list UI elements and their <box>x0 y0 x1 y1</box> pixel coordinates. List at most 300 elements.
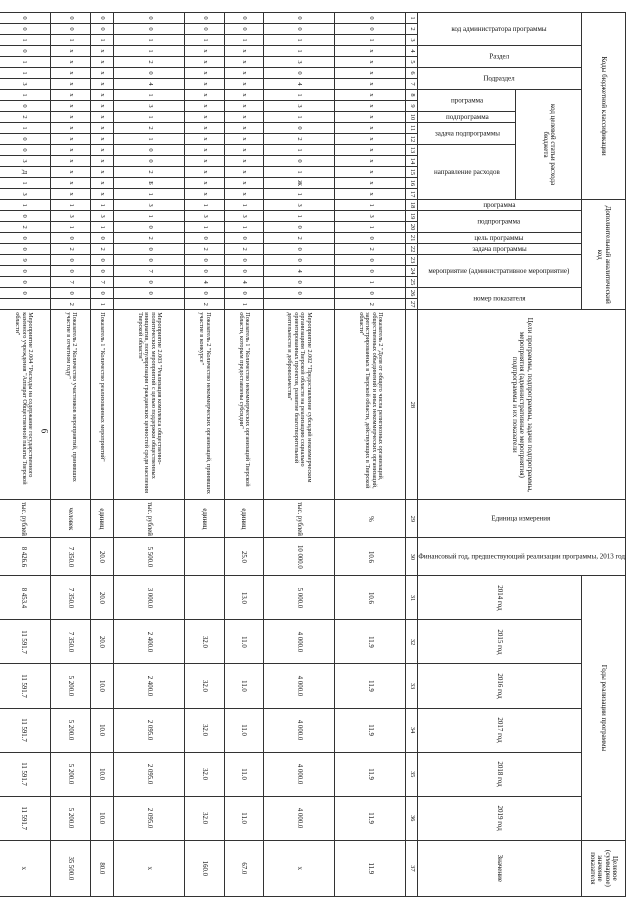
code-cell: 1 <box>185 222 224 233</box>
column-number: 32 <box>406 620 418 664</box>
code-cell: 1 <box>90 299 113 310</box>
code-cell: х <box>335 112 406 123</box>
code-cell: 0 <box>0 134 51 145</box>
program-indicators-table <box>0 12 626 897</box>
column-number: 34 <box>406 708 418 752</box>
year-value-cell: 11 591.7 <box>0 664 51 708</box>
indicator-text: Показатель 1 "Количество реализованных мероприятий" <box>90 310 113 500</box>
code-cell: х <box>224 167 263 178</box>
code-cell: 0 <box>263 222 334 233</box>
code-cell: х <box>224 57 263 68</box>
code-cell: 1 <box>114 189 185 200</box>
code-cell: 7 <box>90 277 113 288</box>
code-cell: х <box>51 134 90 145</box>
code-cell: 1 <box>90 35 113 46</box>
code-cell: х <box>335 156 406 167</box>
column-number: 3 <box>406 35 418 46</box>
column-number: 9 <box>406 101 418 112</box>
code-cell: х <box>51 90 90 101</box>
code-cell: 0 <box>90 13 113 24</box>
code-cell: 0 <box>263 277 334 288</box>
column-number: 12 <box>406 134 418 145</box>
target-value-cell: х <box>0 840 51 896</box>
year-2018: 2018 год <box>418 752 582 796</box>
code-cell: 0 <box>185 233 224 244</box>
code-cell: 1 <box>90 222 113 233</box>
unit-cell: тыс. рублей <box>0 500 51 538</box>
code-cell: 0 <box>0 266 51 277</box>
code-cell: х <box>224 145 263 156</box>
code-cell: 1 <box>335 222 406 233</box>
code-cell: х <box>51 156 90 167</box>
code-cell: х <box>185 79 224 90</box>
column-number: 24 <box>406 266 418 277</box>
year-value-cell: 11 591.7 <box>0 796 51 840</box>
code-cell: х <box>185 178 224 189</box>
target-header: Целевое (суммарное) значение показателя <box>582 840 626 896</box>
code-cell: х <box>90 189 113 200</box>
code-cell: 1 <box>224 299 263 310</box>
year-value-cell: 10.0 <box>90 796 113 840</box>
code-cell: 1 <box>0 178 51 189</box>
year-value-cell: 2 095.0 <box>114 752 185 796</box>
prev-year-cell: 20.0 <box>90 538 113 576</box>
code-cell: 0 <box>185 13 224 24</box>
budget-codes-header: Коды бюджетной классификации <box>582 13 626 200</box>
code-cell: 0 <box>335 288 406 299</box>
column-number: 25 <box>406 277 418 288</box>
code-cell: 1 <box>51 35 90 46</box>
year-value-cell <box>185 576 224 620</box>
year-value-cell: 20.0 <box>90 576 113 620</box>
code-cell: 0 <box>185 24 224 35</box>
column-number: 6 <box>406 68 418 79</box>
year-value-cell: 8 453.4 <box>0 576 51 620</box>
code-cell: 0 <box>114 156 185 167</box>
landscape-table-wrapper <box>14 12 626 897</box>
code-cell: 0 <box>51 24 90 35</box>
code-cell: х <box>185 167 224 178</box>
code-cell: 2 <box>114 167 185 178</box>
code-cell: х <box>90 123 113 134</box>
year-value-cell: 11.0 <box>224 664 263 708</box>
code-cell: х <box>90 134 113 145</box>
column-numbers-row <box>406 13 418 897</box>
code-cell: 0 <box>0 13 51 24</box>
code-cell <box>0 299 51 310</box>
year-2015: 2015 год <box>418 620 582 664</box>
code-cell: х <box>90 101 113 112</box>
code-cell: 1 <box>224 35 263 46</box>
code-cell: 0 <box>185 288 224 299</box>
year-value-cell: 4 000.0 <box>263 796 334 840</box>
prev-year-cell <box>185 538 224 576</box>
code-cell: х <box>335 101 406 112</box>
code-cell: 0 <box>335 255 406 266</box>
code-cell: х <box>224 156 263 167</box>
table-row <box>114 13 185 897</box>
code-cell <box>263 299 334 310</box>
year-value-cell: 11.0 <box>224 708 263 752</box>
year-value-cell: 32.0 <box>185 664 224 708</box>
year-value-cell: 11.9 <box>335 796 406 840</box>
code-cell: х <box>224 79 263 90</box>
code-cell: 0 <box>335 233 406 244</box>
code-cell: х <box>51 46 90 57</box>
code-cell: 0 <box>0 288 51 299</box>
code-cell: х <box>90 57 113 68</box>
year-value-cell: 13.0 <box>224 576 263 620</box>
code-cell: 0 <box>114 255 185 266</box>
code-cell: 2 <box>185 244 224 255</box>
code-cell: 0 <box>263 68 334 79</box>
code-cell <box>114 299 185 310</box>
code-cell: 1 <box>0 68 51 79</box>
code-cell: 2 <box>0 112 51 123</box>
column-number: 2 <box>406 24 418 35</box>
code-cell: 1 <box>263 46 334 57</box>
extra-indicator-header: номер показателя <box>418 288 582 310</box>
code-cell: х <box>335 68 406 79</box>
prev-year-cell: 10.6 <box>335 538 406 576</box>
year-value-cell: 11.0 <box>224 620 263 664</box>
code-cell: 0 <box>0 24 51 35</box>
code-cell: х <box>185 145 224 156</box>
code-cell: 0 <box>114 222 185 233</box>
column-number: 22 <box>406 244 418 255</box>
code-cell: 1 <box>263 189 334 200</box>
column-number: 14 <box>406 156 418 167</box>
code-cell: 1 <box>0 57 51 68</box>
code-cell: 0 <box>114 244 185 255</box>
code-cell: 2 <box>51 299 90 310</box>
year-value-cell: 5 000.0 <box>263 576 334 620</box>
column-number: 16 <box>406 178 418 189</box>
code-cell: 0 <box>263 123 334 134</box>
column-number: 10 <box>406 112 418 123</box>
prev-year-cell: 7 350.0 <box>51 538 90 576</box>
code-cell: 2 <box>263 134 334 145</box>
code-cell: х <box>51 101 90 112</box>
year-2017: 2017 год <box>418 708 582 752</box>
subsection-header: Подраздел <box>418 68 582 90</box>
code-cell: 4 <box>263 266 334 277</box>
column-number: 4 <box>406 46 418 57</box>
code-cell: 9 <box>0 255 51 266</box>
subprogram-code-header: подпрограмма <box>418 112 516 123</box>
year-value-cell: 7 350.0 <box>51 576 90 620</box>
code-cell: х <box>224 46 263 57</box>
column-number: 35 <box>406 752 418 796</box>
table-row <box>335 13 406 897</box>
code-cell: х <box>224 112 263 123</box>
code-cell: 1 <box>114 211 185 222</box>
code-cell: 3 <box>114 101 185 112</box>
section-header: Раздел <box>418 46 582 68</box>
extra-event-header: мероприятие (административное мероприятие) <box>418 255 582 288</box>
indicator-text: Мероприятие 2.003 "Реализация комплекса общественно-политических мероприятий с целью поддержки общественных инициатив, популяризации гражданских ценностей среди населения Тверской области" <box>114 310 185 500</box>
admin-code-header: код администратора программы <box>418 13 582 46</box>
table-row <box>90 13 113 897</box>
column-number: 19 <box>406 211 418 222</box>
code-cell: 0 <box>114 13 185 24</box>
code-cell: 0 <box>114 277 185 288</box>
code-cell: 0 <box>224 233 263 244</box>
code-cell: 0 <box>335 24 406 35</box>
indicator-text: Показатель 2 "Количество участников мероприятий, принявших участие в отчетном году" <box>51 310 90 500</box>
code-cell: 7 <box>51 277 90 288</box>
code-cell: х <box>335 167 406 178</box>
code-cell: 2 <box>335 299 406 310</box>
year-value-cell: 11.9 <box>335 664 406 708</box>
code-cell: 7 <box>114 266 185 277</box>
year-value-cell: 11.9 <box>335 708 406 752</box>
prev-year-cell: 8 426.6 <box>0 538 51 576</box>
code-cell: 3 <box>0 79 51 90</box>
column-number: 20 <box>406 222 418 233</box>
code-cell: 2 <box>114 123 185 134</box>
table-row <box>0 13 51 897</box>
code-cell: 1 <box>0 123 51 134</box>
code-cell: 0 <box>335 266 406 277</box>
code-cell: 0 <box>51 288 90 299</box>
code-cell: х <box>90 178 113 189</box>
year-value-cell: 11 591.7 <box>0 752 51 796</box>
extra-subprogram-header: подпрограмма <box>418 211 582 233</box>
code-cell: х <box>185 134 224 145</box>
year-value-cell: 10.0 <box>90 708 113 752</box>
code-cell: х <box>90 46 113 57</box>
goals-header: Цели программы, подпрограммы, задачи подпрограммы, мероприятия (административные мероприятия) подпрограммы и их показатели <box>418 310 626 500</box>
column-number: 31 <box>406 576 418 620</box>
code-cell: х <box>90 90 113 101</box>
code-cell: 1 <box>0 200 51 211</box>
column-number: 18 <box>406 200 418 211</box>
code-cell: 4 <box>263 79 334 90</box>
year-value-cell: 32.0 <box>185 620 224 664</box>
year-value-cell: 5 200.0 <box>51 708 90 752</box>
column-number: 33 <box>406 664 418 708</box>
prev-year-header: Финансовый год, предшествующий реализации программы, 2013 год <box>418 538 626 576</box>
year-value-cell: 7 350.0 <box>51 620 90 664</box>
code-cell: х <box>335 123 406 134</box>
column-number: 29 <box>406 500 418 538</box>
code-cell: 1 <box>185 35 224 46</box>
column-number: 26 <box>406 288 418 299</box>
code-cell: 0 <box>224 288 263 299</box>
year-value-cell: 11.0 <box>224 796 263 840</box>
code-cell: 1 <box>335 200 406 211</box>
rotated-page <box>14 12 626 897</box>
code-cell: 3 <box>0 189 51 200</box>
code-cell: 3 <box>51 211 90 222</box>
code-cell: 0 <box>114 145 185 156</box>
code-cell: х <box>185 57 224 68</box>
column-number: 7 <box>406 79 418 90</box>
code-cell: 0 <box>263 255 334 266</box>
extra-program-header: программа <box>418 200 582 211</box>
code-cell: 1 <box>185 200 224 211</box>
column-number: 11 <box>406 123 418 134</box>
year-value-cell: 11.9 <box>335 752 406 796</box>
code-cell: х <box>90 79 113 90</box>
code-cell: х <box>335 189 406 200</box>
code-cell: 0 <box>114 24 185 35</box>
code-cell: 0 <box>51 233 90 244</box>
code-cell: х <box>335 90 406 101</box>
unit-header: Единица измерения <box>418 500 626 538</box>
target-value-cell: х <box>263 840 334 896</box>
year-value-cell: 2 400.0 <box>114 620 185 664</box>
code-cell: х <box>224 123 263 134</box>
column-number: 13 <box>406 145 418 156</box>
column-number: 17 <box>406 189 418 200</box>
code-cell: х <box>335 145 406 156</box>
code-cell: х <box>90 68 113 79</box>
code-cell: 1 <box>114 46 185 57</box>
code-cell: 4 <box>224 277 263 288</box>
code-cell: х <box>185 90 224 101</box>
code-cell: х <box>335 134 406 145</box>
table-row <box>263 13 334 897</box>
table-row <box>224 13 263 897</box>
code-cell: 0 <box>114 288 185 299</box>
code-cell: х <box>90 145 113 156</box>
code-cell: х <box>224 189 263 200</box>
code-cell: 3 <box>263 101 334 112</box>
code-cell: 0 <box>0 46 51 57</box>
year-value-cell: 10.0 <box>90 664 113 708</box>
code-cell: 1 <box>263 145 334 156</box>
target-article-header: код целевой статьи расхода бюджета <box>516 90 582 200</box>
year-value-cell: 32.0 <box>185 752 224 796</box>
code-cell: 3 <box>263 200 334 211</box>
code-cell: 0 <box>90 266 113 277</box>
code-cell: 1 <box>263 211 334 222</box>
code-cell: 0 <box>51 13 90 24</box>
code-cell: 0 <box>0 145 51 156</box>
column-number: 8 <box>406 90 418 101</box>
year-value-cell: 10.0 <box>90 752 113 796</box>
code-cell: 0 <box>263 24 334 35</box>
code-cell: х <box>335 178 406 189</box>
extra-task-header: задача программы <box>418 244 582 255</box>
code-cell: Б <box>114 178 185 189</box>
year-value-cell: 32.0 <box>185 796 224 840</box>
table-row <box>51 13 90 897</box>
year-value-cell: 4 000.0 <box>263 708 334 752</box>
code-cell: 1 <box>114 134 185 145</box>
code-cell: х <box>224 90 263 101</box>
code-cell: 0 <box>90 24 113 35</box>
code-cell: 1 <box>0 90 51 101</box>
code-cell: 1 <box>114 35 185 46</box>
code-cell: х <box>185 123 224 134</box>
code-cell: 0 <box>114 68 185 79</box>
code-cell: Д <box>0 167 51 178</box>
code-cell: 1 <box>114 112 185 123</box>
column-number: 21 <box>406 233 418 244</box>
unit-cell: % <box>335 500 406 538</box>
code-cell: 1 <box>51 200 90 211</box>
extra-goal-header: цель программы <box>418 233 582 244</box>
code-cell: 1 <box>335 277 406 288</box>
code-cell: 2 <box>114 57 185 68</box>
code-cell: 0 <box>263 288 334 299</box>
target-value-cell: 67.0 <box>224 840 263 896</box>
code-cell: 0 <box>224 13 263 24</box>
year-value-cell: 11 591.7 <box>0 620 51 664</box>
code-cell: 0 <box>185 266 224 277</box>
code-cell: х <box>51 167 90 178</box>
code-cell: 0 <box>0 277 51 288</box>
code-cell: х <box>224 134 263 145</box>
year-2019: 2019 год <box>418 796 582 840</box>
task-code-header: задача подпрограммы <box>418 123 516 145</box>
page-number: 6 <box>39 428 50 434</box>
target-value-cell: 80.0 <box>90 840 113 896</box>
code-cell: 2 <box>51 244 90 255</box>
column-number: 36 <box>406 796 418 840</box>
code-cell: 2 <box>224 244 263 255</box>
code-cell: 0 <box>263 244 334 255</box>
code-cell: 0 <box>0 233 51 244</box>
code-cell: х <box>335 57 406 68</box>
year-value-cell: 5 200.0 <box>51 664 90 708</box>
year-value-cell: 4 000.0 <box>263 752 334 796</box>
code-cell: 1 <box>224 200 263 211</box>
code-cell: 2 <box>335 244 406 255</box>
column-number: 1 <box>406 13 418 24</box>
code-cell: 3 <box>263 57 334 68</box>
code-cell: х <box>90 167 113 178</box>
year-2014: 2014 год <box>418 576 582 620</box>
year-value-cell: 3 000.0 <box>114 576 185 620</box>
code-cell: 3 <box>90 211 113 222</box>
code-cell: 2 <box>0 222 51 233</box>
code-cell: 0 <box>224 24 263 35</box>
table-row <box>185 13 224 897</box>
target-value-cell: 35 500.0 <box>51 840 90 896</box>
code-cell: 0 <box>185 255 224 266</box>
prev-year-cell: 5 500.0 <box>114 538 185 576</box>
code-cell: 1 <box>224 222 263 233</box>
indicator-text: Показатель 2 "Доля от общего числа религиозных организаций, общественных объединений и иных некоммерческих организаций, зарегистрированных в Тверской области, действующих в Тверской области" <box>335 310 406 500</box>
code-cell: х <box>224 178 263 189</box>
year-value-cell: 11.9 <box>335 620 406 664</box>
column-number: 30 <box>406 538 418 576</box>
unit-cell: человек <box>51 500 90 538</box>
year-value-cell: 20.0 <box>90 620 113 664</box>
code-cell: 1 <box>263 35 334 46</box>
code-cell: 3 <box>114 200 185 211</box>
prev-year-cell: 25.0 <box>224 538 263 576</box>
unit-cell: тыс. рублей <box>263 500 334 538</box>
code-cell: х <box>185 101 224 112</box>
code-cell: 3 <box>185 211 224 222</box>
target-value-cell: х <box>114 840 185 896</box>
program-code-header: программа <box>418 90 516 112</box>
code-cell: 0 <box>90 288 113 299</box>
unit-cell: единиц <box>224 500 263 538</box>
column-number: 5 <box>406 57 418 68</box>
code-cell: х <box>51 57 90 68</box>
code-cell: х <box>51 123 90 134</box>
code-cell: 1 <box>263 167 334 178</box>
code-cell: 1 <box>90 200 113 211</box>
code-cell: х <box>185 112 224 123</box>
code-cell: х <box>51 68 90 79</box>
